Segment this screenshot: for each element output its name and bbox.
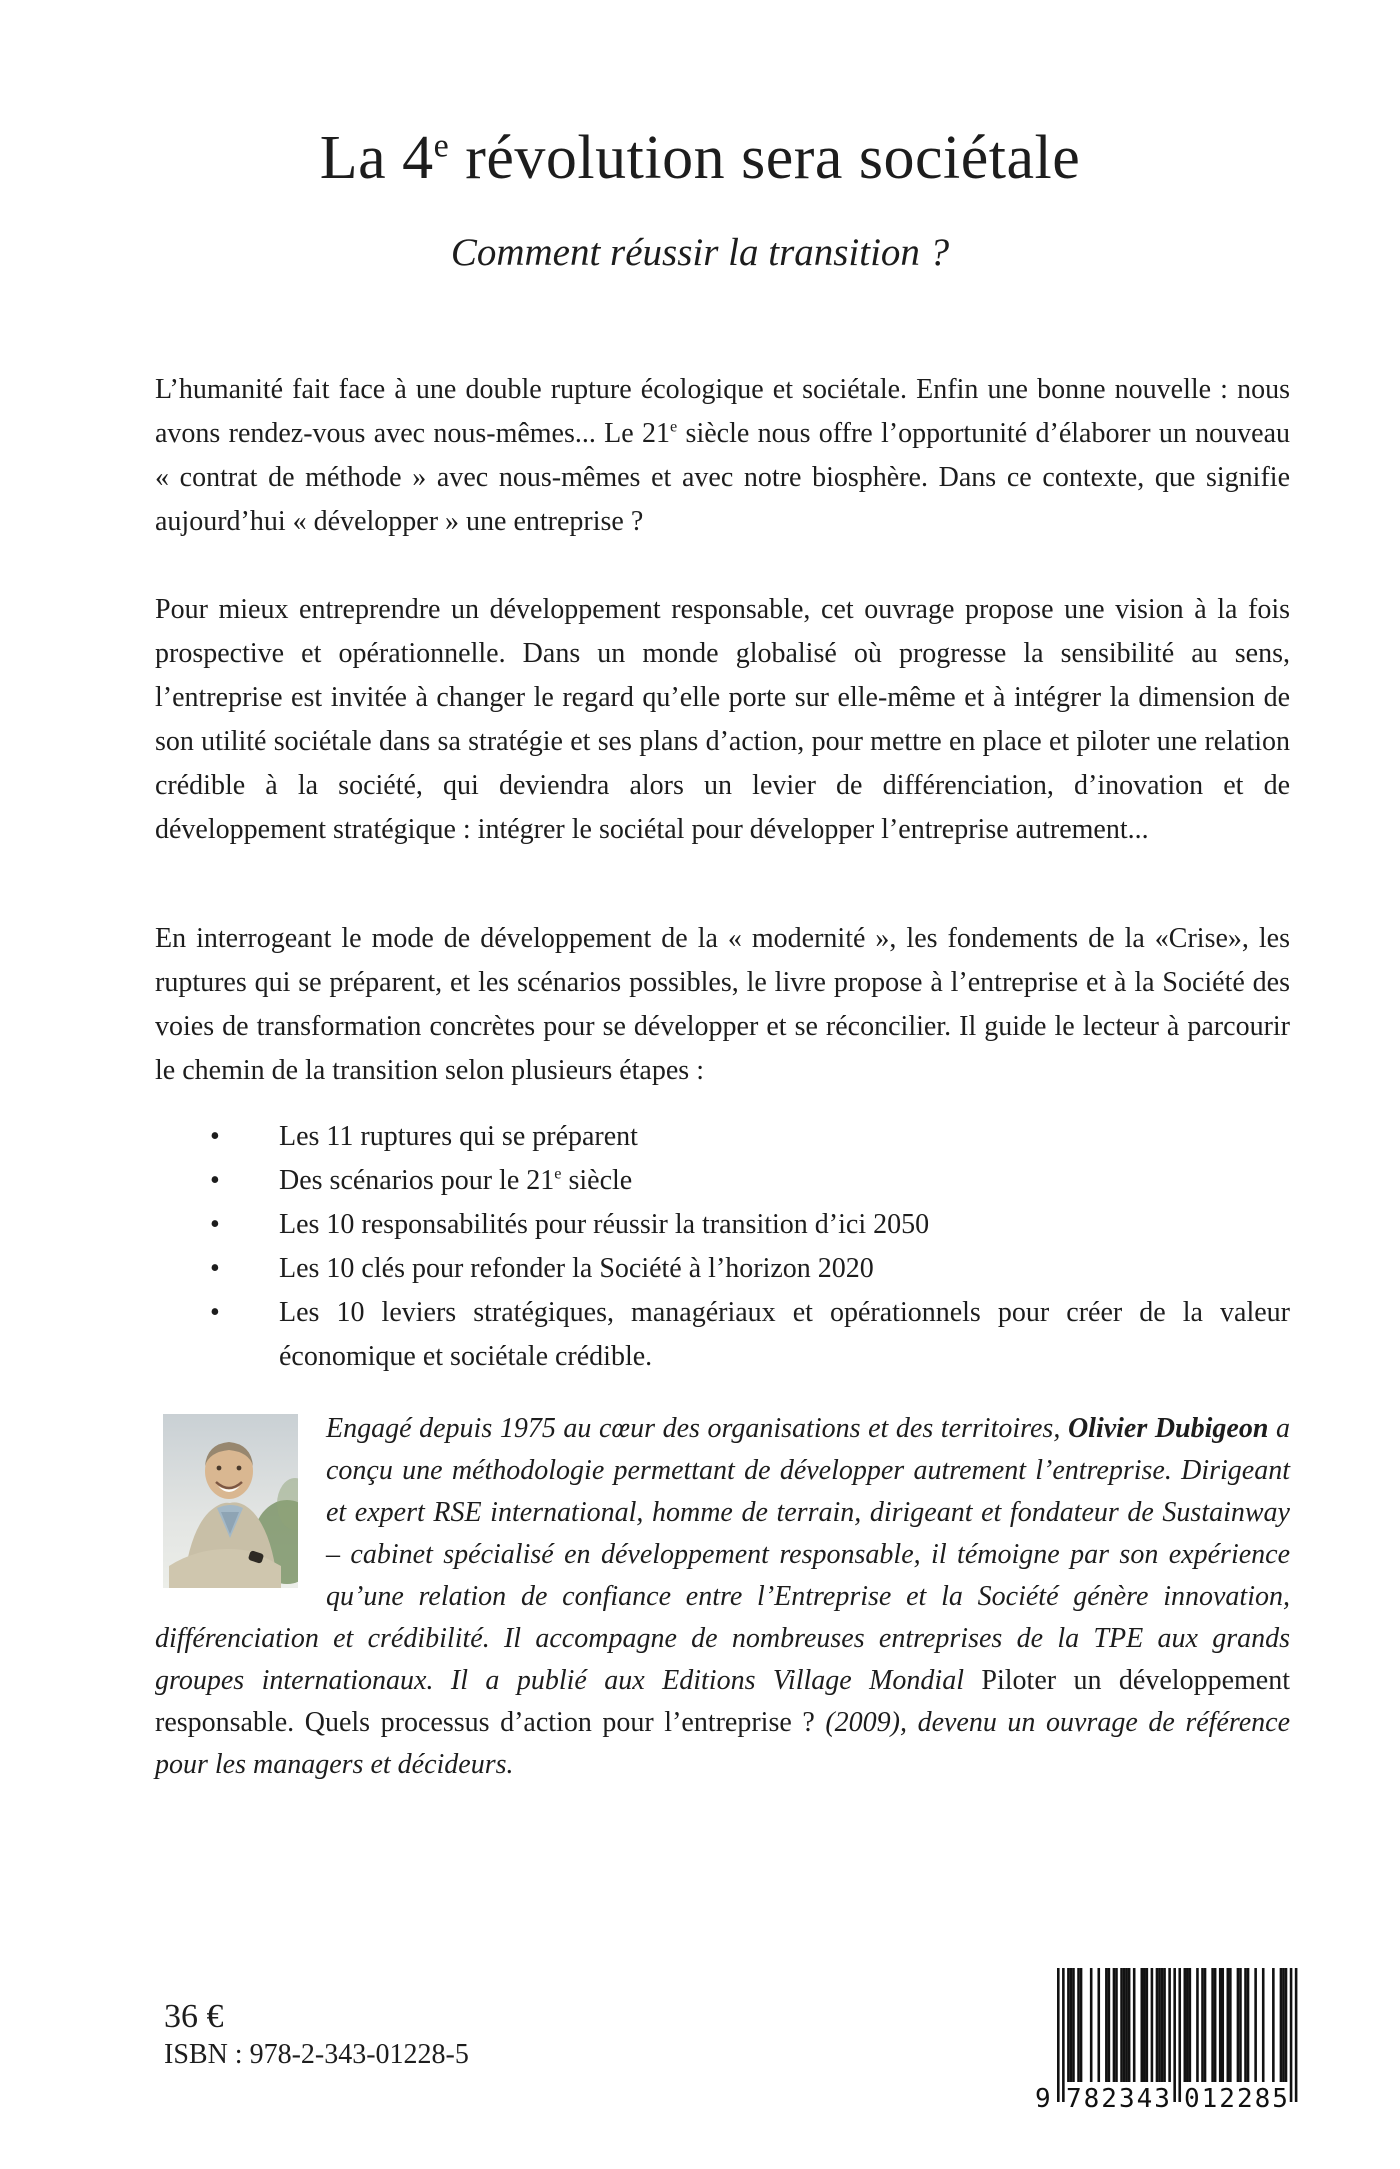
list-item xyxy=(155,1203,1290,1247)
list-item-superscript: e xyxy=(554,1164,562,1183)
paragraph-development: Pour mieux entreprendre un développement responsable, cet ouvrage propose une vision à la fois prospective et opérationnelle. Dans un monde globalisé où progresse la sensibilité au sens, l’entreprise est invitée à changer le regard qu’elle porte sur elle-même et à intégrer la dimension de son utilité sociétale dans sa stratégie et ses plans d’action, pour mettre en place et piloter une relation crédible à la société, qui deviendra alors un levier de différenciation, d’inovation et de développement stratégique : intégrer le sociétal pour développer l’entreprise autrement... xyxy=(155,594,1290,845)
list-item xyxy=(155,1115,1290,1159)
author-bio xyxy=(155,1408,1290,1786)
barcode-digit-lead: 9 xyxy=(1035,2084,1051,2114)
list-item-text: Les 11 ruptures qui se préparent xyxy=(279,1121,638,1152)
isbn-label: ISBN : 978-2-343-01228-5 xyxy=(164,2039,469,2070)
list-item xyxy=(155,1291,1290,1379)
paragraph-transition: En interrogeant le mode de développement de la « modernité », les fondements de la «Crise», les ruptures qui se préparent, et les scénarios possibles, le livre propose à l’entreprise et à la Société des voies de transformation concrètes pour se développer et se réconcilier. Il guide le lecteur à parcourir le chemin de la transition selon plusieurs étapes : xyxy=(155,923,1290,1086)
paragraph-humanity-rest: siècle nous offre l’opportunité d’élaborer un nouveau « contrat de méthode » avec nous-mêmes et avec notre biosphère. Dans ce contexte, que signifie aujourd’hui « développer » une entreprise ? xyxy=(155,418,1290,537)
price-label: 36 € xyxy=(164,1998,224,2035)
list-item xyxy=(155,1247,1290,1291)
book-title-rest: révolution sera sociétale xyxy=(449,123,1081,192)
steps-list xyxy=(155,1115,1290,1379)
list-item-text: Les 10 clés pour refonder la Société à l’horizon 2020 xyxy=(279,1253,874,1284)
barcode-digits-group2: 012285 xyxy=(1184,2084,1290,2114)
author-name: Olivier Dubigeon xyxy=(1067,1413,1269,1444)
bio-text: (2009), devenu un ouvrage de référence pour les managers et décideurs. xyxy=(155,1707,1290,1780)
book-title xyxy=(0,123,1400,192)
barcode-digits-group1: 782343 xyxy=(1066,2084,1172,2114)
ean13-barcode xyxy=(1035,1968,1301,2116)
bio-text: a conçu une méthodologie permettant de développer autrement l’entreprise. Dirigeant et expert RSE international, homme de terrain, dirigeant et fondateur de Sustainway – cabinet spécialisé en développement responsable, il témoigne par son expérience qu’une relation de confiance entre l’Entreprise et la Société génère innovation, différenciation et crédibilité. Il accompagne de nombreuses entreprises de la TPE aux grands groupes internationaux. Il a publié aux Editions Village Mondial xyxy=(155,1413,1291,1696)
author-photo xyxy=(163,1414,298,1588)
list-item-rest: siècle xyxy=(561,1165,633,1196)
book-subtitle: Comment réussir la transition ? xyxy=(450,231,950,275)
list-item-text: Des scénarios pour le 21 xyxy=(279,1165,555,1196)
list-item-text: Les 10 leviers stratégiques, managériaux et opérationnels pour créer de la valeur économique et sociétale crédible. xyxy=(279,1297,1290,1372)
barcode-digits xyxy=(1035,2084,1301,2114)
previous-book-title: Piloter un développement responsable. Quels processus d’action pour l’entreprise ? xyxy=(155,1665,1290,1738)
list-item-text: Les 10 responsabilités pour réussir la transition d’ici 2050 xyxy=(279,1209,930,1240)
book-title-superscript: e xyxy=(433,126,450,164)
paragraph-humanity xyxy=(155,368,1290,544)
bio-text: Engagé depuis 1975 au cœur des organisations et des territoires, xyxy=(326,1413,1068,1444)
book-title-text: La 4 xyxy=(319,123,434,192)
century-superscript: e xyxy=(670,417,678,436)
paragraph-humanity-text: L’humanité fait face à une double rupture écologique et sociétale. Enfin une bonne nouvelle : nous avons rendez-vous avec nous-mêmes... Le 21 xyxy=(155,374,1290,449)
list-item xyxy=(155,1159,1290,1203)
author-section xyxy=(155,1408,1290,1786)
